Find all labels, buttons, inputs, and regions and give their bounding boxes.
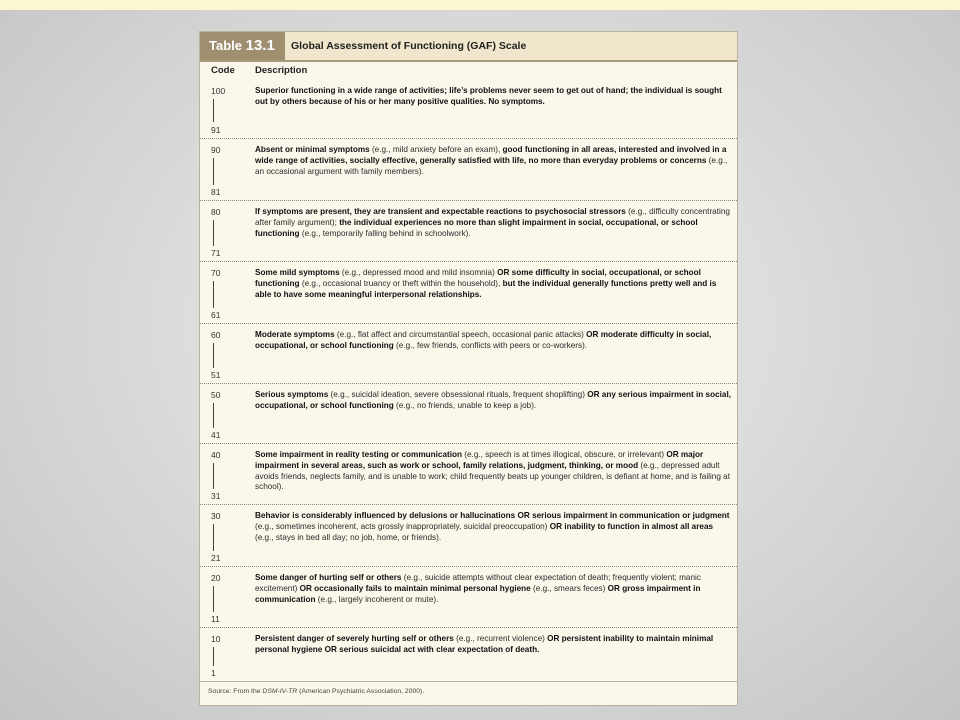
description-bold-text: OR occasionally fails to maintain minimal personal hygiene [299, 583, 534, 593]
code-range-bar [213, 343, 214, 368]
row-description [255, 511, 731, 543]
description-bold-text: Behavior is considerably influenced by delusions or hallucinations OR serious impairment in communication or judgment [255, 511, 730, 520]
source-suffix: (American Psychiatric Association, 2000). [297, 688, 425, 695]
code-range-high: 80 [211, 207, 221, 217]
description-bold-text: OR major impairment in several areas, such as work or school, family relations, judgment, thinking, or mood [255, 450, 704, 470]
row-description [255, 634, 731, 656]
code-range-bar [213, 158, 214, 185]
description-bold-text: OR moderate difficulty in social, occupational, or school functioning [255, 330, 712, 350]
description-example-text: (e.g., flat affect and circumstantial speech, occasional panic attacks) [336, 330, 587, 339]
description-bold-text: Absent or minimal symptoms [255, 145, 372, 154]
source-prefix: Source: From the [208, 688, 263, 695]
top-banner-strip [0, 0, 960, 10]
description-example-text: (e.g., no friends, unable to keep a job). [396, 400, 537, 410]
code-range-low: 31 [211, 491, 221, 501]
description-example-text: (e.g., depressed adult avoids friends, neglects family, and is unable to work; child frequently beats up younger children, is defiant at home, and is failing at school). [255, 460, 730, 492]
description-bold-text: OR some difficulty in social, occupational, or school functioning [255, 268, 701, 288]
description-example-text: (e.g., few friends, conflicts with peers or co-workers). [396, 340, 588, 350]
code-range-low: 41 [211, 430, 221, 440]
code-range-high: 50 [211, 390, 221, 400]
code-range-high: 100 [211, 86, 226, 96]
column-header-code: Code [211, 65, 235, 76]
code-range-high: 40 [211, 450, 221, 460]
description-example-text: (e.g., stays in bed all day; no job, home, or friends). [255, 532, 442, 542]
table-source-note [208, 688, 424, 695]
description-bold-text: Persistent danger of severely hurting self or others [255, 634, 457, 643]
code-range-bar [213, 524, 214, 551]
table-row [200, 138, 737, 200]
row-description [255, 450, 731, 493]
code-range-low: 51 [211, 370, 221, 380]
gaf-table [199, 31, 738, 706]
description-bold-text: Superior functioning in a wide range of activities; life’s problems never seem to get out of hand; the individual is sought out by others because of his or her many positive qualities. No symptoms. [255, 86, 722, 106]
table-row [200, 383, 737, 443]
code-range-bar [213, 647, 214, 666]
row-description [255, 330, 731, 352]
description-example-text: (e.g., mild anxiety before an exam), [371, 145, 503, 154]
description-bold-text: Some danger of hurting self or others [255, 573, 404, 582]
description-bold-text: OR persistent inability to maintain minimal personal hygiene OR serious suicidal act with clear expectation of death. [255, 634, 714, 654]
row-description [255, 207, 731, 239]
description-bold-text: but the individual generally functions pretty well and is able to have some meaningful interpersonal relationships. [255, 278, 717, 299]
code-range-bar [213, 99, 214, 122]
code-range-low: 11 [211, 614, 220, 624]
row-description [255, 145, 731, 177]
row-description [255, 268, 731, 300]
description-example-text: (e.g., suicide attempts without clear expectation of death; frequently violent; manic excitement) [255, 573, 701, 593]
code-range-high: 20 [211, 573, 221, 583]
description-bold-text: good functioning in all areas, interested and involved in a wide range of activities, socially effective, generally satisfied with life, no more than everyday problems or concerns [255, 145, 727, 165]
description-example-text: (e.g., difficulty concentrating after family argument); [255, 207, 730, 227]
source-title: DSM-IV-TR [262, 688, 298, 695]
description-example-text: (e.g., largely incoherent or mute). [317, 594, 439, 604]
description-example-text: (e.g., smears feces) [533, 583, 608, 593]
column-header-description: Description [255, 65, 308, 76]
code-range-bar [213, 463, 214, 489]
description-example-text: (e.g., recurrent violence) [456, 634, 548, 643]
table-row [200, 443, 737, 504]
row-description [255, 573, 731, 605]
table-row [200, 323, 737, 383]
table-row [200, 261, 737, 323]
code-range-low: 1 [211, 668, 216, 678]
description-bold-text: Some mild symptoms [255, 268, 342, 277]
description-bold-text: Some impairment in reality testing or communication [255, 450, 465, 459]
description-example-text: (e.g., sometimes incoherent, acts grossly inappropriately, suicidal preoccupation) [255, 521, 550, 531]
description-bold-text: OR inability to function in almost all areas [549, 521, 714, 531]
description-bold-text: the individual experiences no more than slight impairment in social, occupational, or school functioning [255, 217, 698, 238]
row-description [255, 390, 731, 412]
code-range-high: 10 [211, 634, 221, 644]
table-row [200, 627, 737, 681]
code-range-high: 60 [211, 330, 221, 340]
row-description [255, 86, 731, 108]
description-example-text: (e.g., speech is at times illogical, obscure, or irrelevant) [464, 450, 667, 459]
code-range-low: 91 [211, 125, 221, 135]
code-range-low: 21 [211, 553, 221, 563]
table-title: Global Assessment of Functioning (GAF) Scale [291, 40, 527, 52]
table-row [200, 504, 737, 566]
code-range-high: 70 [211, 268, 221, 278]
source-divider [200, 681, 737, 682]
code-range-bar [213, 403, 214, 428]
description-example-text: (e.g., an occasional argument with family members). [255, 155, 728, 176]
table-row [200, 566, 737, 627]
description-example-text: (e.g., temporarily falling behind in schoolwork). [301, 228, 471, 238]
table-title-bar [200, 32, 737, 62]
code-range-high: 30 [211, 511, 221, 521]
table-row [200, 200, 737, 261]
code-range-low: 71 [211, 248, 221, 258]
description-example-text: (e.g., occasional truancy or theft within the household), [301, 278, 503, 288]
description-bold-text: If symptoms are present, they are transient and expectable reactions to psychosocial stressors [255, 207, 629, 216]
code-range-bar [213, 220, 214, 246]
code-range-high: 90 [211, 145, 221, 155]
description-bold-text: OR gross impairment in communication [255, 583, 701, 604]
description-example-text: (e.g., depressed mood and mild insomnia) [341, 268, 498, 277]
description-example-text: (e.g., suicidal ideation, severe obsessional rituals, frequent shoplifting) [330, 390, 588, 399]
code-range-bar [213, 281, 214, 308]
code-range-low: 81 [211, 187, 221, 197]
table-tab-number: 13.1 [245, 37, 275, 54]
table-row [200, 80, 737, 138]
column-headers [200, 63, 737, 79]
code-range-low: 61 [211, 310, 221, 320]
table-number-tab [200, 32, 285, 60]
code-range-bar [213, 586, 214, 612]
table-tab-label: Table [209, 38, 242, 53]
description-bold-text: Serious symptoms [255, 390, 331, 399]
description-bold-text: OR any serious impairment in social, occupational, or school functioning [255, 390, 731, 410]
description-bold-text: Moderate symptoms [255, 330, 337, 339]
